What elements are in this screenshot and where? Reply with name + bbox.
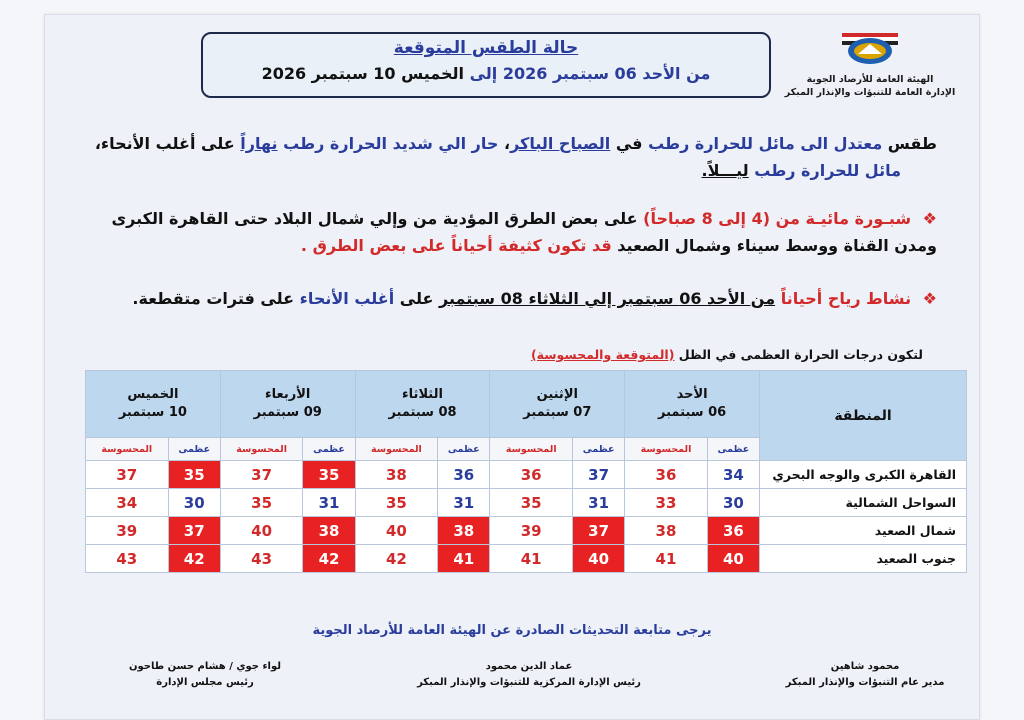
day-header: الخميس 10 سبتمبر (86, 371, 221, 438)
max-temp: 35 (303, 461, 355, 489)
max-temp: 40 (707, 545, 759, 573)
page-title: حالة الطقس المتوقعة (393, 38, 579, 58)
max-temp: 31 (572, 489, 624, 517)
max-temp: 42 (168, 545, 220, 573)
wind-notice: ❖ نشاط رياح أحياناً من الأحد 06 سبتمبر إلي الثلاثاء 08 سبتمبر على أغلب الأنحاء على فترات متقطعة. (132, 289, 937, 308)
max-temp: 42 (303, 545, 355, 573)
max-temp: 37 (168, 517, 220, 545)
max-temp: 35 (168, 461, 220, 489)
region-name: السواحل الشمالية (760, 489, 967, 517)
feel-temp: 35 (220, 489, 303, 517)
max-temp: 41 (438, 545, 490, 573)
max-temp: 36 (438, 461, 490, 489)
max-temp: 38 (438, 517, 490, 545)
max-temp: 30 (168, 489, 220, 517)
feel-temp: 36 (490, 461, 573, 489)
region-name: جنوب الصعيد (760, 545, 967, 573)
bullet-icon: ❖ (922, 209, 937, 228)
feel-temp: 38 (625, 517, 708, 545)
day-header: الأربعاء 09 سبتمبر (220, 371, 355, 438)
day-header: الثلاثاء 08 سبتمبر (355, 371, 490, 438)
feel-temp: 37 (220, 461, 303, 489)
forecast-period: من الأحد 06 سبتمبر 2026 إلى الخميس 10 سبتمبر 2026 (261, 64, 711, 83)
max-label: عظمى (572, 438, 624, 461)
feel-temp: 34 (86, 489, 169, 517)
feel-label: المحسوسة (625, 438, 708, 461)
signatory-name: محمود شاهين (830, 661, 900, 672)
feel-temp: 33 (625, 489, 708, 517)
feel-label: المحسوسة (490, 438, 573, 461)
table-row (86, 489, 967, 517)
signature-block (105, 659, 305, 691)
signatory-title: مدير عام التنبؤات والإنذار المبكر (785, 677, 945, 688)
region-name: شمال الصعيد (760, 517, 967, 545)
max-temp: 31 (438, 489, 490, 517)
signatory-title: رئيس مجلس الإدارة (156, 677, 254, 688)
feel-temp: 39 (86, 517, 169, 545)
feel-temp: 35 (490, 489, 573, 517)
temperature-table (85, 370, 967, 573)
max-temp: 34 (707, 461, 759, 489)
feel-temp: 35 (355, 489, 438, 517)
org-logo (775, 27, 965, 99)
table-header-row (86, 371, 967, 438)
org-name: الهيئة العامة للأرصاد الجوية (806, 74, 934, 85)
feel-label: المحسوسة (86, 438, 169, 461)
feel-temp: 39 (490, 517, 573, 545)
feel-label: المحسوسة (355, 438, 438, 461)
bullet-icon: ❖ (922, 289, 937, 308)
feel-temp: 43 (86, 545, 169, 573)
feel-temp: 40 (220, 517, 303, 545)
max-temp: 36 (707, 517, 759, 545)
table-caption: لتكون درجات الحرارة العظمى في الظل (المتوقعة والمحسوسة) (530, 347, 923, 362)
signature-block (399, 659, 659, 691)
max-label: عظمى (707, 438, 759, 461)
signatory-title: رئيس الإدارة المركزية للتنبؤات والإنذار المبكر (417, 677, 641, 688)
max-temp: 37 (572, 461, 624, 489)
signatory-name: لواء جوي / هشام حسن طاحون (128, 661, 282, 672)
max-temp: 30 (707, 489, 759, 517)
feel-temp: 40 (355, 517, 438, 545)
region-header: المنطقة (760, 371, 967, 461)
max-label: عظمى (303, 438, 355, 461)
feel-temp: 36 (625, 461, 708, 489)
table-row (86, 517, 967, 545)
max-temp: 37 (572, 517, 624, 545)
max-temp: 38 (303, 517, 355, 545)
max-label: عظمى (438, 438, 490, 461)
region-name: القاهرة الكبرى والوجه البحري (760, 461, 967, 489)
table-row (86, 545, 967, 573)
signatory-name: عماد الدين محمود (485, 661, 573, 672)
org-department: الإدارة العامة للتنبؤات والإنذار المبكر (784, 87, 956, 98)
feel-temp: 38 (355, 461, 438, 489)
feel-temp: 42 (355, 545, 438, 573)
table-row (86, 461, 967, 489)
feel-temp: 41 (490, 545, 573, 573)
day-header: الإثنين 07 سبتمبر (490, 371, 625, 438)
feel-label: المحسوسة (220, 438, 303, 461)
max-temp: 31 (303, 489, 355, 517)
follow-updates-note: يرجى متابعة التحديثات الصادرة عن الهيئة العامة للأرصاد الجوية (312, 623, 712, 638)
general-weather-paragraph: طقس معتدل الى مائل للحرارة رطب في الصباح الباكر، حار الي شديد الحرارة رطب نهاراً على أغلب الأنحاء، مائل للحرارة رطب ليـــلاً. (94, 134, 937, 180)
emblem-icon (838, 27, 902, 67)
day-header: الأحد 06 سبتمبر (625, 371, 760, 438)
fog-warning: ❖ شبـورة مائيـة من (4 إلى 8 صباحاً) على بعض الطرق المؤدية من وإلي شمال البلاد حتى القاهرة الكبرى ومدن القناة ووسط سيناء وشمال الصعيد قد تكون كثيفة أحياناً على بعض الطرق . (111, 209, 937, 255)
feel-temp: 41 (625, 545, 708, 573)
feel-temp: 43 (220, 545, 303, 573)
max-label: عظمى (168, 438, 220, 461)
signature-block (765, 659, 965, 691)
bulletin-page (44, 14, 980, 720)
title-box (201, 32, 771, 98)
feel-temp: 37 (86, 461, 169, 489)
max-temp: 40 (572, 545, 624, 573)
